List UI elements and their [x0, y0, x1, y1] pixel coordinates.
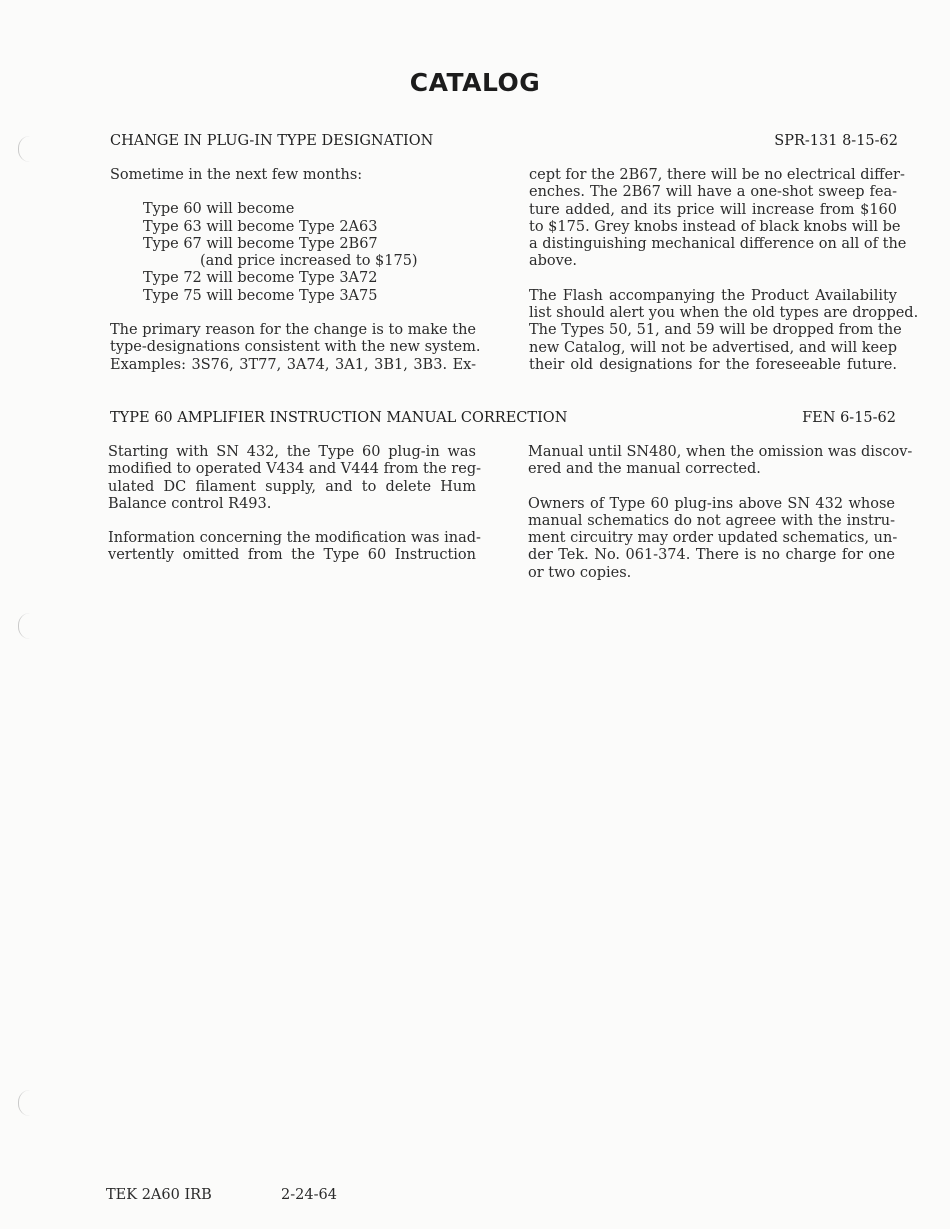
list-item: Type 60 will become	[143, 201, 295, 218]
footer-date: 2-24-64	[281, 1187, 337, 1203]
paragraph	[529, 167, 907, 271]
text-line: vertently omitted from the Type 60 Instruction	[108, 547, 476, 564]
text-line: or two copies.	[528, 564, 632, 581]
section-heading: CHANGE IN PLUG-IN TYPE DESIGNATION	[110, 133, 434, 149]
list-item: Type 67 will become Type 2B67	[143, 235, 378, 252]
text-line: Examples: 3S76, 3T77, 3A74, 3A1, 3B1, 3B3. Ex-	[110, 356, 476, 373]
text-line: above.	[529, 253, 578, 270]
text-line: enches. The 2B67 will have a one-shot sweep fea-	[529, 184, 897, 201]
text-line: Starting with SN 432, the Type 60 plug-in was	[108, 444, 476, 460]
list-item: Type 72 will become Type 3A72	[143, 270, 378, 287]
footer-document-id: TEK 2A60 IRB	[106, 1187, 212, 1203]
text-line: a distinguishing mechanical difference on all of the	[529, 236, 907, 253]
section-reference: FEN 6-15-62	[802, 410, 896, 426]
text-line: list should alert you when the old types are dropped.	[529, 305, 919, 322]
text-line: Owners of Type 60 plug-ins above SN 432 whose	[528, 495, 895, 512]
paragraph	[110, 322, 481, 374]
section2-left-column	[108, 444, 481, 565]
paragraph	[528, 444, 913, 479]
text-line: type-designations consistent with the new system.	[110, 339, 481, 356]
section-reference: SPR-131 8-15-62	[774, 133, 898, 149]
text-line: The primary reason for the change is to make the	[110, 322, 476, 339]
text-line: manual schematics do not agreee with the instru-	[528, 512, 895, 529]
text-line: cept for the 2B67, there will be no electrical differ-	[529, 167, 905, 183]
text-line: Information concerning the modification was inad-	[108, 530, 481, 547]
list-item: Type 75 will become Type 3A75	[143, 287, 378, 304]
text-line: der Tek. No. 061-374. There is no charge for one	[528, 547, 895, 564]
section1-left-column	[110, 167, 481, 374]
text-line: to $175. Grey knobs instead of black knobs will be	[529, 218, 901, 235]
page-title: CATALOG	[409, 68, 541, 97]
section-heading: TYPE 60 AMPLIFIER INSTRUCTION MANUAL CORRECTION	[110, 410, 568, 426]
text-line: The Types 50, 51, and 59 will be dropped from the	[529, 322, 902, 339]
text-line: ture added, and its price will increase from $160	[529, 201, 897, 218]
section1-right-column	[529, 167, 919, 374]
text-line: The Flash accompanying the Product Availability	[529, 287, 897, 304]
text-line: modified to operated V434 and V444 from the reg-	[108, 461, 481, 478]
intro-paragraph: Sometime in the next few months:	[110, 167, 363, 183]
text-line: their old designations for the foreseeable future.	[529, 356, 897, 373]
text-line: new Catalog, will not be advertised, and will keep	[529, 339, 897, 356]
text-line: Balance control R493.	[108, 495, 272, 512]
binder-hole-mark	[18, 613, 31, 639]
text-line: ment circuitry may order updated schematics, un-	[528, 530, 898, 547]
section2-right-column	[528, 444, 913, 582]
paragraph	[108, 444, 481, 513]
text-line: ulated DC filament supply, and to delete Hum	[108, 478, 476, 495]
binder-hole-mark	[18, 136, 31, 162]
list-item: Type 63 will become Type 2A63	[143, 218, 378, 235]
text-line: Manual until SN480, when the omission was discov-	[528, 444, 913, 460]
type-change-list	[110, 201, 476, 305]
list-item: (and price increased to $175)	[200, 253, 418, 270]
paragraph	[529, 287, 919, 374]
binder-hole-mark	[18, 1090, 31, 1116]
paragraph	[108, 530, 481, 565]
text-line: ered and the manual corrected.	[528, 461, 761, 478]
paragraph	[528, 495, 898, 582]
